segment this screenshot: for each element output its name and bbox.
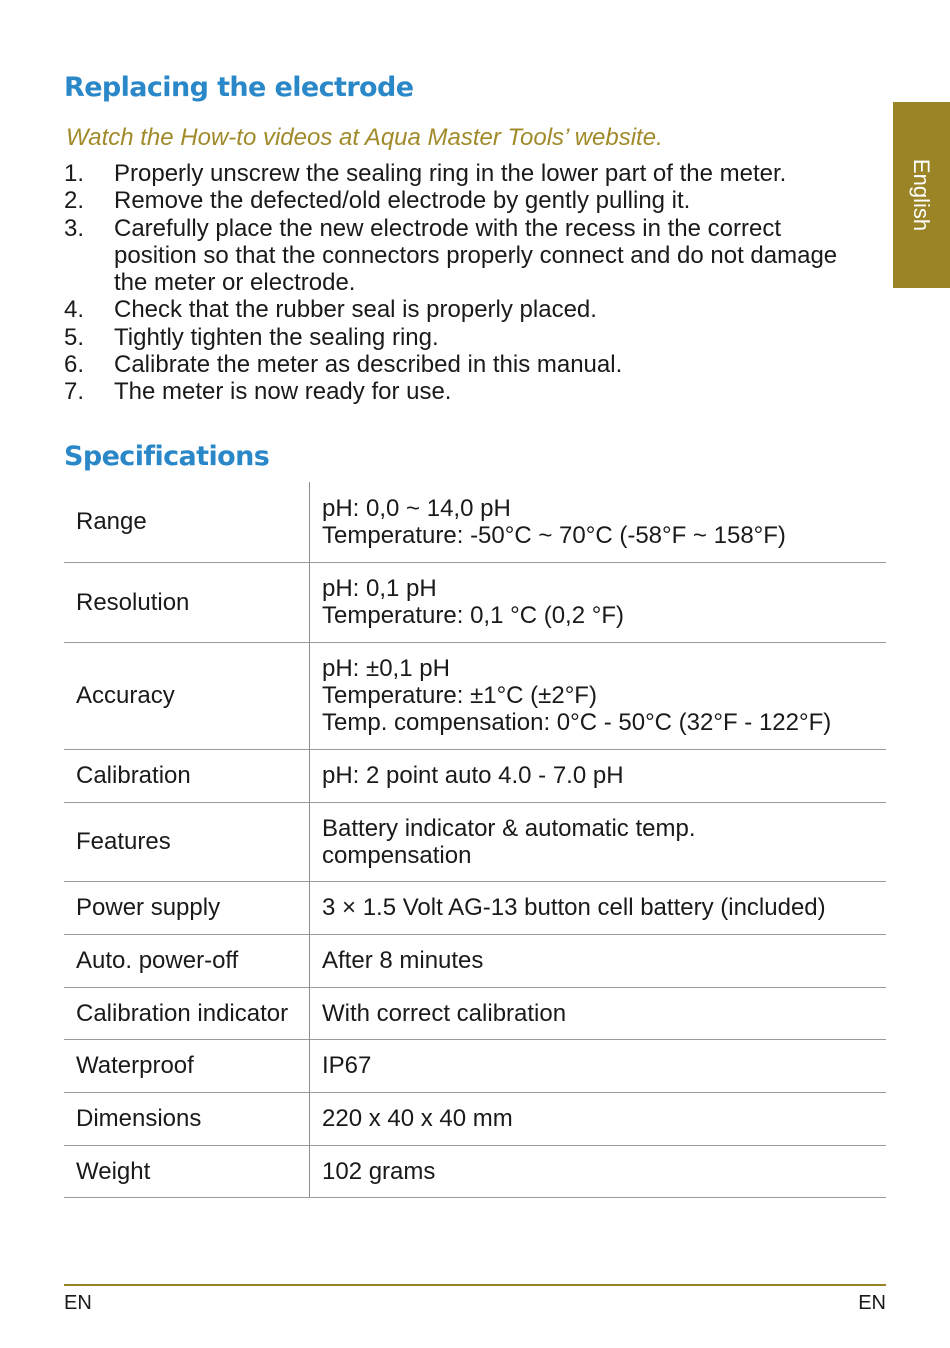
spec-value-line: Temp. compensation: 0°C - 50°C (32°F - 122°F) [322,709,832,736]
spec-value [310,1092,887,1145]
spec-value [310,934,887,987]
step-item [64,351,854,378]
spec-value-line: IP67 [322,1052,372,1079]
step-item [64,160,854,187]
how-to-subtitle: Watch the How-to videos at Aqua Master Tools’ website. [66,124,663,151]
step-number: 4. [64,296,85,324]
spec-value-line: Temperature: ±1°C (±2°F) [322,682,597,709]
step-number: 5. [64,323,85,351]
spec-value [310,482,887,562]
spec-value [310,562,887,642]
section-title-replacing-electrode: Replacing the electrode [64,72,414,103]
step-number: 3. [64,214,85,242]
spec-label: Range [76,508,147,536]
spec-value-line: pH: 0,0 ~ 14,0 pH [322,494,511,522]
footer-page-label-left: EN [64,1292,92,1314]
spec-value [310,642,887,749]
step-number: 7. [64,378,85,406]
spec-value-line: 3 × 1.5 Volt AG-13 button cell battery (included) [322,894,826,921]
step-item [64,187,854,214]
spec-row [64,934,886,987]
step-item [64,296,854,323]
spec-value [310,881,887,934]
spec-label: Calibration indicator [64,987,310,1039]
spec-label: Waterproof [64,1039,310,1092]
spec-value [310,987,887,1039]
footer-page-label-right: EN [858,1292,886,1314]
step-number: 1. [64,160,85,187]
spec-label: Resolution [64,562,310,642]
spec-value-line: Temperature: 0,1 °C (0,2 °F) [322,602,624,629]
spec-row [64,642,886,749]
spec-row [64,482,886,562]
step-text: The meter is now ready for use. [114,378,452,406]
spec-label: Calibration [64,749,310,802]
spec-value [310,802,887,881]
replacement-steps-list [64,160,854,406]
spec-row [64,562,886,642]
step-number: 2. [64,187,85,215]
spec-value [310,749,887,802]
specifications-table [64,482,886,1198]
step-text: Check that the rubber seal is properly placed. [114,296,597,324]
language-tab [893,102,950,288]
spec-value-line: compensation [322,841,472,869]
spec-value-line: pH: ±0,1 pH [322,655,450,682]
spec-label: Weight [64,1145,310,1197]
spec-row [64,1145,886,1197]
step-item [64,215,854,297]
spec-value [310,1039,887,1092]
language-tab-label: English [909,158,935,232]
step-text: Carefully place the new electrode with the recess in the correct position so that the connectors properly connect and do not damage the meter or electrode. [114,214,838,297]
step-item [64,378,854,405]
spec-value-line: pH: 0,1 pH [322,575,437,602]
step-item [64,324,854,351]
step-number: 6. [64,351,85,379]
spec-value-line: 102 grams [322,1157,436,1185]
spec-value-line: 220 x 40 x 40 mm [322,1105,513,1132]
spec-row [64,1092,886,1145]
section-title-specifications: Specifications [64,441,270,472]
spec-row [64,881,886,934]
spec-label: Features [64,802,310,881]
spec-value [310,1145,887,1197]
spec-label: Power supply [64,881,310,934]
spec-value-line: pH: 2 point auto 4.0 - 7.0 pH [322,762,624,789]
spec-value-line: Temperature: -50°C ~ 70°C (-58°F ~ 158°F) [322,521,786,549]
spec-row [64,802,886,881]
step-text: Properly unscrew the sealing ring in the lower part of the meter. [114,160,787,187]
spec-row [64,1039,886,1092]
spec-label: Auto. power-off [64,934,310,987]
footer-divider [64,1284,886,1286]
spec-value-line: With correct calibration [322,999,567,1027]
step-text: Calibrate the meter as described in this manual. [114,351,623,379]
spec-row [64,987,886,1039]
spec-label: Accuracy [64,642,310,749]
step-text: Remove the defected/old electrode by gently pulling it. [114,187,691,215]
spec-value-line: After 8 minutes [322,947,484,974]
spec-value-line: Battery indicator & automatic temp. [322,814,696,842]
spec-label: Dimensions [64,1092,310,1145]
spec-row [64,749,886,802]
step-text: Tightly tighten the sealing ring. [114,323,439,351]
